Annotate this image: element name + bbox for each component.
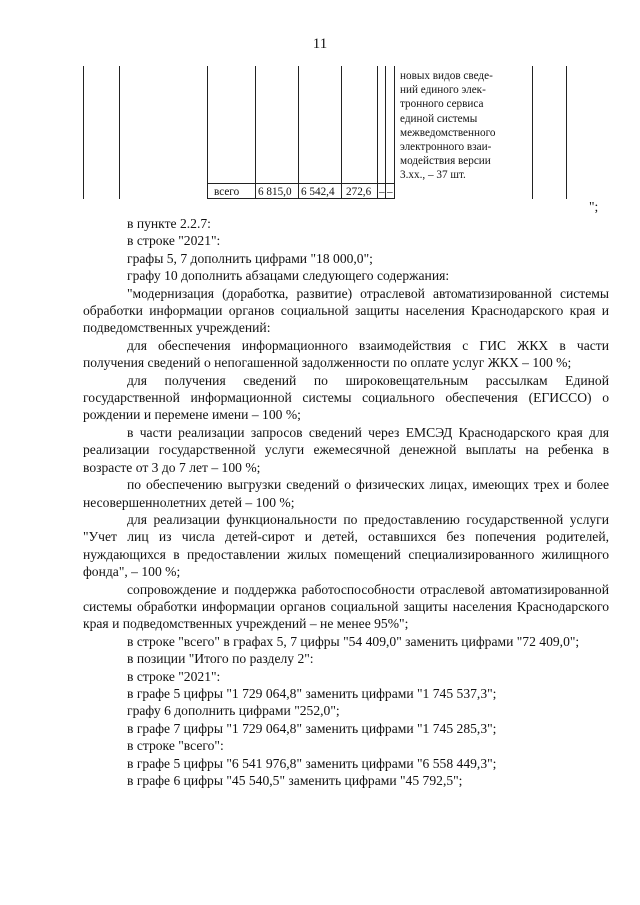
table-column-line	[83, 66, 84, 199]
description-line: тронного сервиса	[400, 98, 484, 111]
table-row-line	[207, 183, 394, 184]
page-number: 11	[312, 36, 328, 52]
paragraph: в строке "всего" в графах 5, 7 цифры "54 409,0" заменить цифрами "72 409,0";	[127, 633, 580, 649]
description-line: ний единого элек-	[400, 84, 486, 97]
paragraph: графу 6 дополнить цифрами "252,0";	[127, 703, 340, 719]
paragraph: в строке "2021":	[127, 668, 221, 684]
table-column-line	[385, 66, 386, 199]
table-column-line	[255, 66, 256, 199]
paragraph: графы 5, 7 дополнить цифрами "18 000,0";	[127, 250, 373, 266]
paragraph: в графе 7 цифры "1 729 064,8" заменить цифрами "1 745 285,3";	[127, 720, 497, 736]
table-column-line	[298, 66, 299, 199]
paragraph: в пункте 2.2.7:	[127, 216, 211, 231]
table-column-line	[377, 66, 378, 199]
total-row-col7: 272,6	[346, 186, 372, 198]
description-line: новых видов сведе-	[400, 70, 493, 82]
paragraph: для обеспечения информационного взаимодействия с ГИС ЖКХ в части получения сведений о непогашенной задолженности по оплате услуг ЖКХ – 100 %;	[83, 337, 609, 371]
table-description-cell	[400, 69, 530, 183]
paragraph: в графе 5 цифры "6 541 976,8" заменить цифрами "6 558 449,3";	[127, 755, 497, 771]
description-line: единой системы	[400, 112, 478, 125]
amendment-text	[83, 215, 609, 789]
table-column-line	[207, 66, 208, 199]
table-column-line	[119, 66, 120, 199]
table-fragment	[83, 66, 567, 199]
paragraph: в графе 5 цифры "1 729 064,8" заменить цифрами "1 745 537,3";	[127, 685, 497, 701]
description-line: 3.хх., – 37 шт.	[400, 169, 466, 182]
total-row-col6: 6 542,4	[301, 186, 335, 198]
paragraph: в части реализации запросов сведений через ЕМСЭД Краснодарского края для реализации государственной услуги ежемесячной денежной выплаты на ребенка в возрасте от 3 до 7 лет – 100 %;	[83, 424, 609, 475]
paragraph: по обеспечению выгрузки сведений о физических лицах, имеющих трех и более несовершеннолетних детей – 100 %;	[83, 477, 609, 510]
total-row-col8: –	[379, 186, 385, 198]
table-column-line	[566, 66, 567, 199]
table-column-line	[394, 66, 395, 199]
total-row-label: всего	[214, 186, 240, 198]
paragraph: графу 10 дополнить абзацами следующего содержания:	[127, 268, 450, 284]
total-row-col9: –	[387, 186, 393, 198]
paragraph: сопровождение и поддержка работоспособности отраслевой автоматизированной системы обработки информации органов социальной защиты населения Краснодарского края и подведомственных учреждений – не менее 95%";	[83, 581, 609, 632]
paragraph: для реализации функциональности по предоставлению государственной услуги "Учет лиц из числа детей-сирот и детей, оставшихся без попечения родителей, нуждающихся в предоставлении жилых помещений специализированного жилищного фонда", – 100 %;	[83, 511, 609, 580]
description-line: модействия версии	[400, 155, 491, 168]
paragraph: в позиции "Итого по разделу 2":	[127, 651, 314, 667]
table-column-line	[341, 66, 342, 199]
table-column-line	[532, 66, 533, 199]
paragraph: для получения сведений по широковещательным рассылкам Единой государственной информационной системы социального обеспечения (ЕГИССО) о рождении и перемене имени – 100 %;	[83, 372, 609, 423]
total-row-col5: 6 815,0	[258, 186, 292, 198]
paragraph: в графе 6 цифры "45 540,5" заменить цифрами "45 792,5";	[127, 773, 463, 788]
description-line: электронного взаи-	[400, 141, 492, 154]
closing-quote: ";	[589, 199, 599, 214]
paragraph: "модернизация (доработка, развитие) отраслевой автоматизированной системы обработки информации органов социальной защиты населения Краснодарского края и подведомственных учреждений:	[83, 285, 609, 336]
paragraph: в строке "всего":	[127, 738, 224, 754]
paragraph: в строке "2021":	[127, 233, 221, 249]
description-line: межведомственного	[400, 126, 496, 139]
